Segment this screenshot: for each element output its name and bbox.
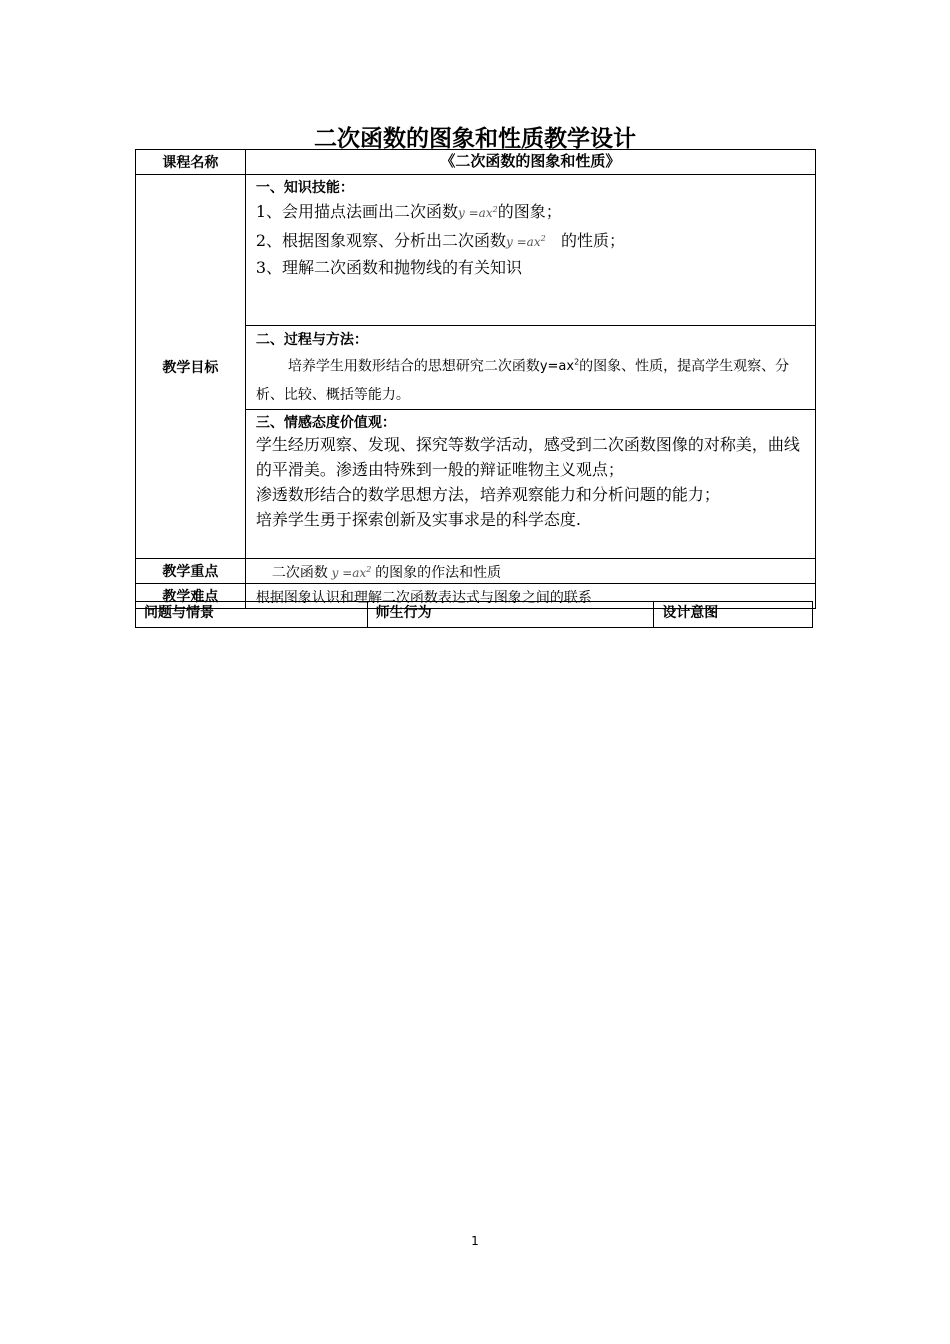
goals-label: 教学目标 — [136, 175, 246, 559]
header-teacher-student-actions: 师生行为 — [367, 602, 654, 628]
emotion-heading: 三、情感态度价值观： — [255, 415, 396, 432]
emotion-line-3: 培养学生勇于探索创新及实事求是的科学态度. — [255, 510, 581, 530]
document-title: 二次函数的图象和性质教学设计 — [314, 126, 636, 152]
knowledge-item-1: 1、会用描点法画出二次函数$y =ax^2$的图象； — [255, 202, 562, 221]
activity-header-table — [135, 601, 813, 628]
course-name: 《二次函数的图象和性质》 — [245, 150, 815, 175]
process-heading: 二、过程与方法： — [255, 332, 368, 348]
course-label: 课程名称 — [136, 150, 246, 175]
knowledge-cell — [245, 175, 815, 326]
key-points-cell: 二次函数 $y =ax^2$ 的图象的作法和性质 — [245, 559, 815, 584]
process-cell — [245, 326, 815, 410]
emotion-cell — [245, 410, 815, 559]
difficulty-label: 教学难点 — [136, 584, 246, 609]
emotion-line-2: 渗透数形结合的数学思想方法，培养观察能力和分析问题的能力； — [255, 485, 720, 505]
emotion-line-1: 学生经历观察、发现、探究等数学活动，感受到二次函数图像的对称美，曲线的平滑美。渗透由特殊到一般的辩证唯物主义观点； — [255, 435, 800, 480]
goals-row-knowledge — [136, 175, 816, 326]
key-points-label: 教学重点 — [136, 559, 246, 584]
knowledge-item-3: 3、理解二次函数和抛物线的有关知识 — [255, 258, 523, 277]
key-points-row — [136, 559, 816, 584]
formula-y-ax2: $y =ax^2$ — [458, 205, 498, 220]
formula-y-ax2: $y =ax^2$ — [331, 565, 372, 581]
knowledge-item-2: 2、根据图象观察、分析出二次函数$y =ax^2$ 的性质； — [255, 231, 625, 250]
activity-header-row — [136, 602, 813, 628]
header-problem-scenario: 问题与情景 — [136, 602, 368, 628]
course-row — [136, 150, 816, 175]
process-formula: $y=ax^2$ — [539, 358, 580, 375]
process-text: 培养学生用数形结合的思想研究二次函数$y=ax^2$的图象、性质，提高学生观察、分析、比较、概括等能力。 — [255, 358, 790, 404]
page-number: 1 — [471, 1234, 479, 1248]
lesson-plan-table — [135, 149, 816, 609]
header-design-intent: 设计意图 — [654, 602, 813, 628]
formula-y-ax2: $y =ax^2$ — [506, 234, 546, 249]
difficulty-text: 根据图象认识和理解二次函数表达式与图象之间的联系 — [245, 584, 815, 609]
knowledge-heading: 一、知识技能： — [255, 180, 354, 196]
